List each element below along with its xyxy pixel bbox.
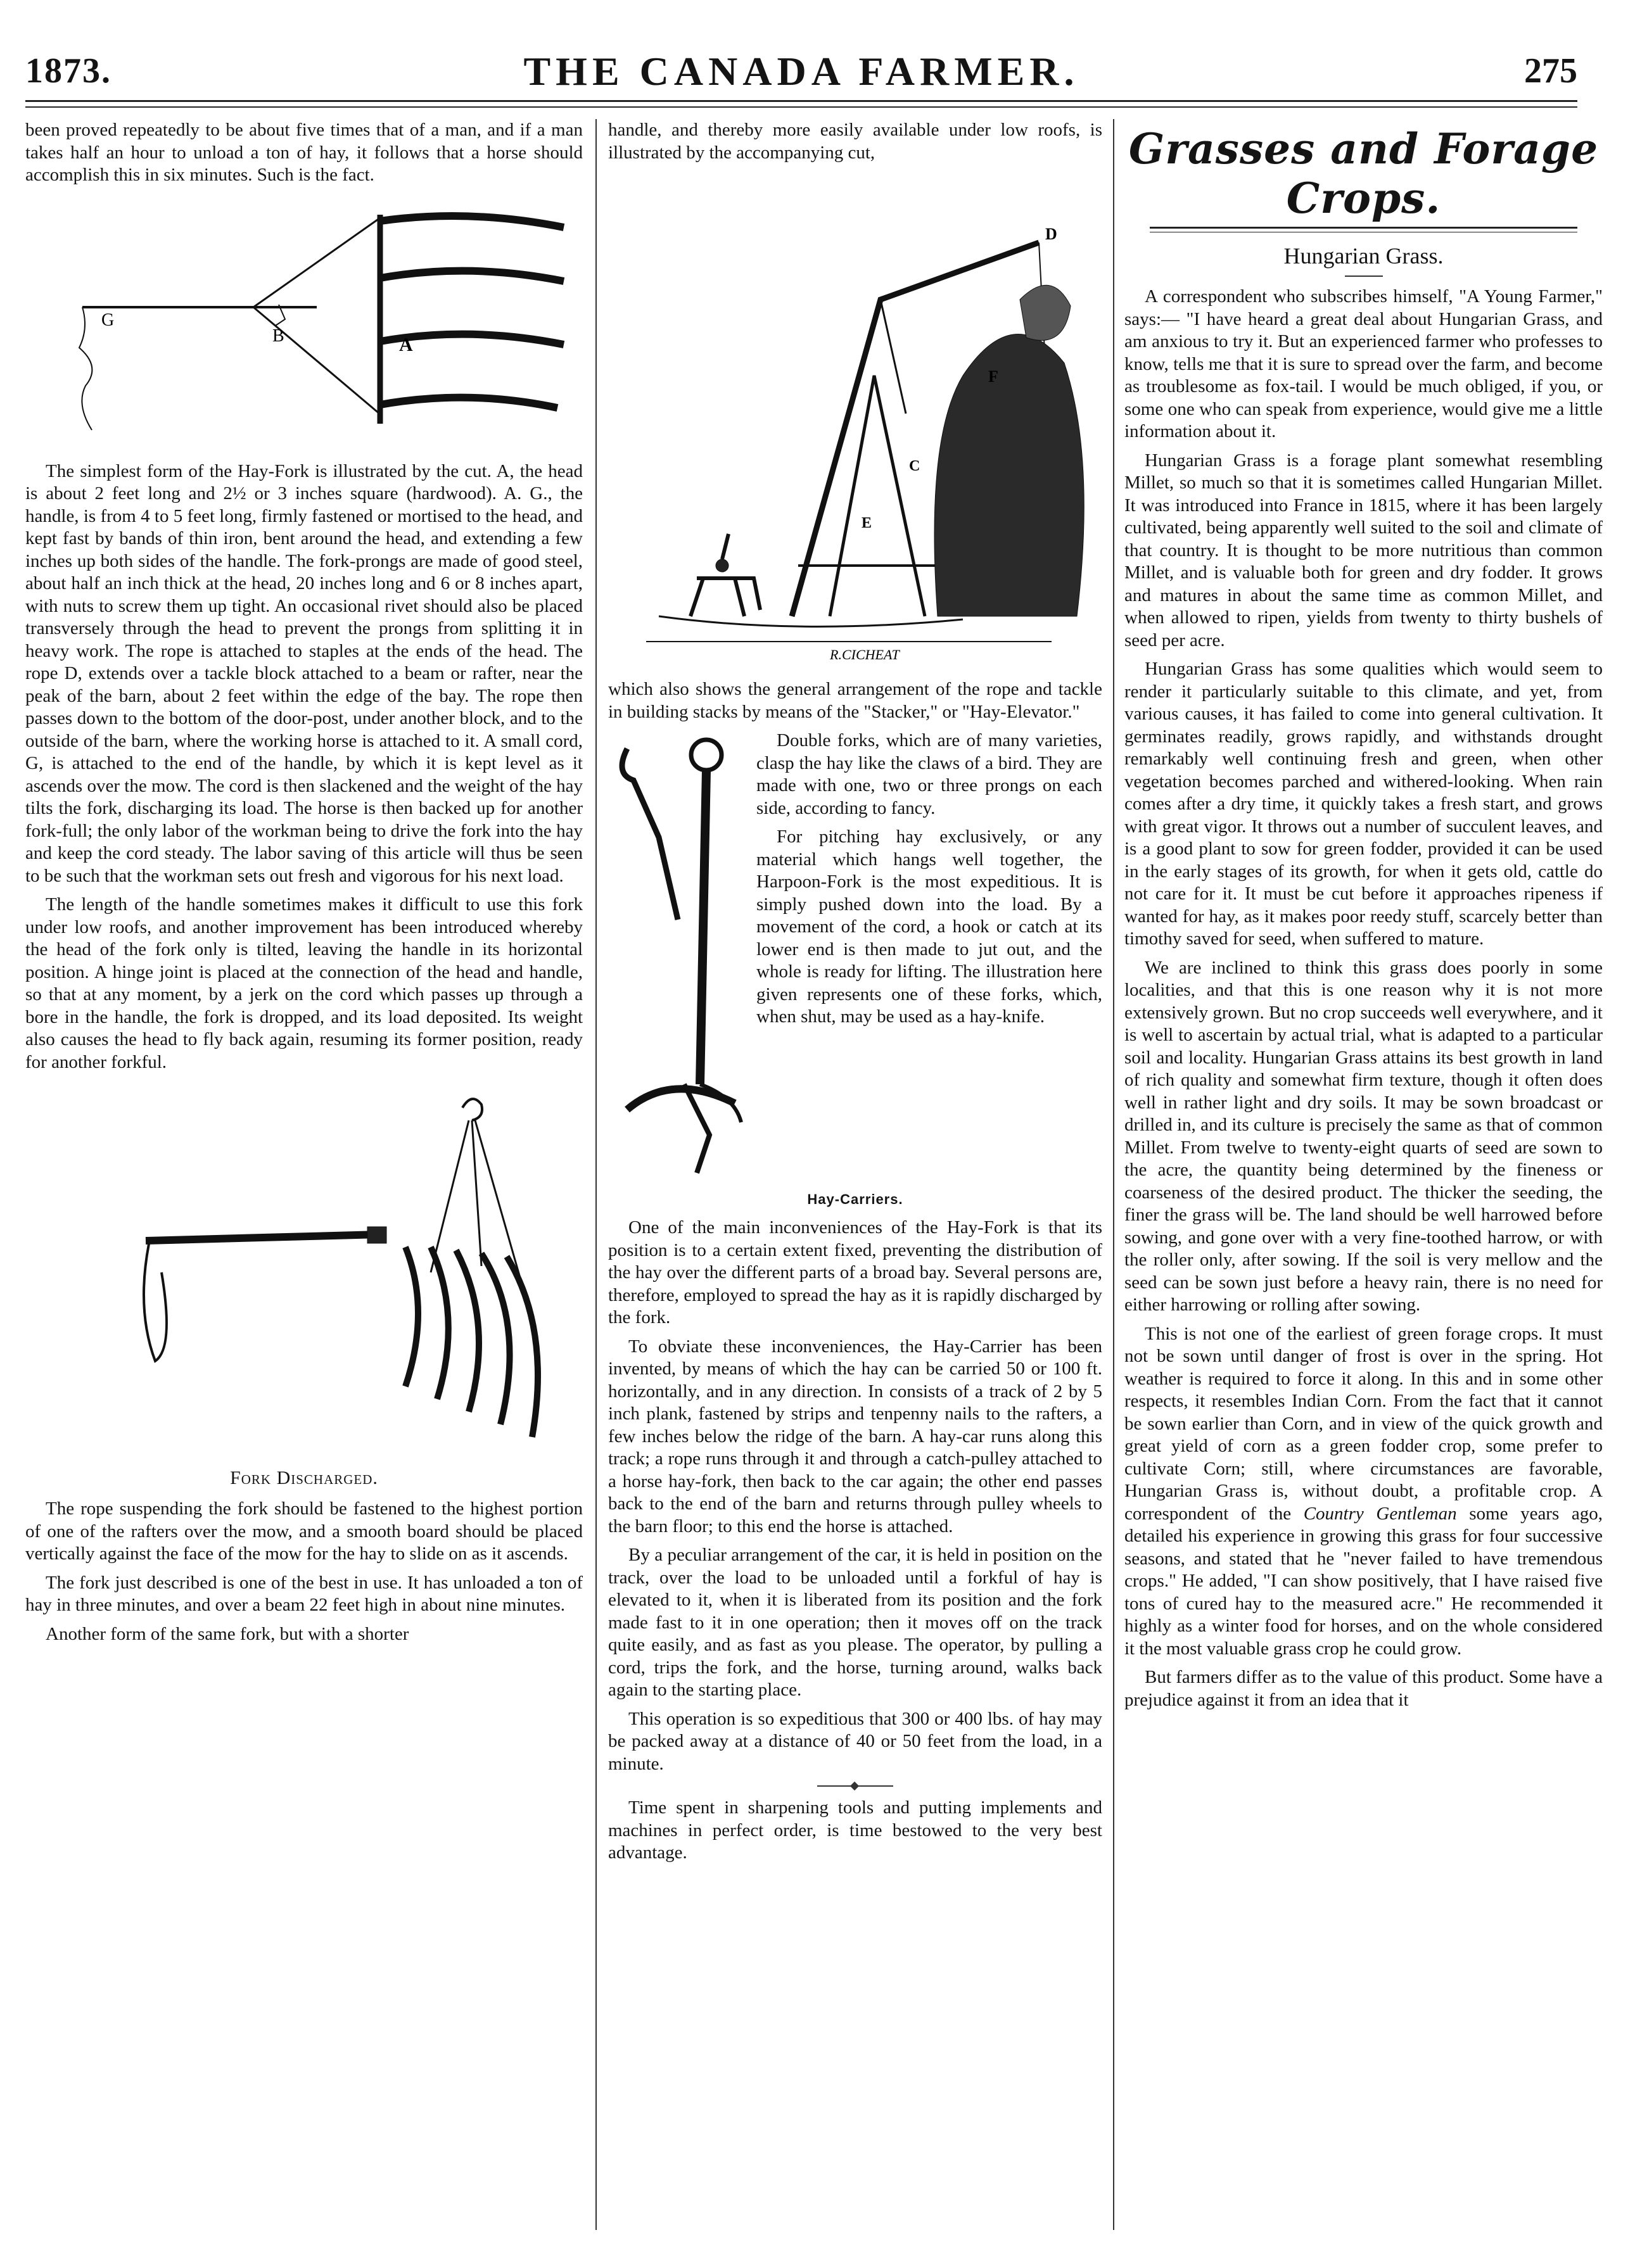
article-subhead: Hungarian Grass.: [1283, 243, 1444, 269]
fig-label-a: A: [399, 334, 413, 355]
text-run: This is not one of the earliest of green forage crops. It must not be sown until danger of frost is over in the spring. Hot weather is required to force it along. In this and in some other respects, it resembles Indian Corn. From the fact that it cannot be sown earlier than Corn, and in view of the quick growth and great yield of corn as a green fodder crop, some prefer to cultivate Corn; still, where circumstances are favorable, Hungarian Grass is, without doubt, a profitable crop. A correspondent of the: [1124, 1323, 1603, 1524]
section-title: Grasses and Forage Crops.: [1128, 124, 1599, 223]
paragraph: [1124, 1323, 1603, 1661]
paragraph: But farmers differ as to the value of this product. Some have a prejudice against it from an idea that it: [1124, 1667, 1603, 1710]
paragraph: This operation is so expeditious that 300 or 400 lbs. of hay may be packed away at a distance of 40 or 50 feet from the load, in a minute.: [608, 1708, 1102, 1774]
harpoon-fork-section: [608, 730, 1102, 1189]
paragraph: Hungarian Grass is a forage plant somewhat resembling Millet, so much so that it is sometimes called Hungarian Millet. It was introduced into France in 1815, where it has been largely cultivated, being apparently well suited to the soil and climate of that country. It is thought to be more nutritious than common Millet, and is valuable both for green and dry fodder. It grows and matures in about the same time as common Millet, and when allowed to ripen, yields from twenty to thirty bushels of seed per acre.: [1124, 450, 1603, 650]
page-header: [25, 44, 1577, 101]
paragraph: Another form of the same fork, but with a shorter: [46, 1623, 409, 1644]
paragraph: For pitching hay exclusively, or any material which hangs well together, the Harpoon-Fork is the most expeditious. It is simply pushed down into the load. By a movement of the cord, a hook or catch at its lower end is then made to jut out, and the whole is ready for lifting. The illustration here given represents one of these forks, which, when shut, may be used as a hay-knife.: [756, 827, 1102, 1027]
paragraph: The rope suspending the fork should be fastened to the highest portion of one of the rafters over the mow, and a smooth board should be placed vertically against the face of the mow for the hay to slide on as it ascends.: [25, 1498, 583, 1564]
column-divider-1: [595, 119, 597, 2230]
paragraph: been proved repeatedly to be about five times that of a man, and if a man takes half an hour to unload a ton of hay, it follows that a horse should accomplish this in six minutes. Such is the fact.: [25, 120, 583, 185]
header-page-number: 275: [1524, 51, 1577, 91]
header-rule: [25, 100, 1577, 108]
header-year: 1873.: [25, 51, 111, 91]
paragraph: which also shows the general arrangement of the rope and tackle in building stacks by means of the "Stacker," or "Hay-Elevator.": [608, 679, 1102, 722]
fig-label-f: F: [988, 367, 998, 386]
engraver-signature: R.CICHEAT: [830, 647, 900, 662]
harpoon-fork-illustration: [608, 730, 748, 1189]
fig-label-c: C: [909, 458, 920, 474]
fig-label-g: G: [101, 310, 115, 330]
hay-stacker-illustration: [608, 173, 1102, 667]
fig-label-b: B: [272, 326, 284, 346]
publication-name: Country Gentleman: [1303, 1503, 1457, 1524]
paragraph: The fork just described is one of the best in use. It has unloaded a ton of hay in three minutes, and over a beam 22 feet high in about nine minutes.: [25, 1572, 583, 1615]
paragraph: By a peculiar arrangement of the car, it is held in position on the track, over the load to be unloaded until a forkful of hay is elevated to it, when it is liberated from its position and the fork made fast to it in one operation; then it moves off on the track quite easily, and as fast as you please. The operator, by pulling a cord, trips the fork, and the horse, turning around, walks back again to the starting place.: [608, 1545, 1102, 1700]
paragraph: One of the main inconveniences of the Hay-Fork is that its position is to a certain extent fixed, preventing the distribution of the hay over the different parts of a broad bay. Several persons are, therefore, employed to spread the hay as it is rapidly discharged by the fork.: [608, 1217, 1102, 1327]
paragraph: A correspondent who subscribes himself, "A Young Farmer," says:— "I have heard a great deal about Hungarian Grass, and am anxious to try it. But an experienced farmer who professes to know, tells me that it is sure to spread over the farm, and become as troublesome as fox-tail. I would be much obliged, if you, or some one who can speak from experience, would give me a little information about it.: [1124, 286, 1603, 441]
paragraph: Double forks, which are of many varieties, clasp the hay like the claws of a bird. They are made with one, two or three prongs on each side, according to fancy.: [756, 730, 1102, 818]
column-3: [1124, 119, 1603, 2230]
column-divider-2: [1113, 119, 1114, 2230]
text-run: some years ago, detailed his experience in growing this grass for four successive seasons, and stated that he "never failed to have tremendous crops." He added, "I can show positively, that I have raised five tons of cured hay to the measured acre." He recommended it highly as a winter food for horses, and on the whole considered it the most valuable grass crop he could grow.: [1124, 1503, 1603, 1659]
fork-discharged-illustration: [25, 1082, 583, 1456]
paragraph: The length of the handle sometimes makes it difficult to use this fork under low roofs, and another improvement has been introduced whereby the head of the fork only is tilted, leaving the handle in its horizontal position. A hinge joint is placed at the connection of the head and handle, so that at any moment, by a jerk on the cord which passes up through a bore in the handle, the fork is dropped, and its load deposited. Its weight also causes the head to fly back again, resuming its former position, ready for another forkful.: [25, 894, 583, 1072]
paragraph: Hungarian Grass has some qualities which would seem to render it particularly suitable to this climate, and yet, from various causes, it has failed to come into general cultivation. It germinates readily, grows rapidly, and withstands drought remarkably well continuing fresh and green, when other vegetation becomes parched and withered-looking. When rain comes after a dry time, it quickly takes a fresh start, and grows with great vigor. It throws out a number of succulent leaves, and is a good plant to sow for green fodder, provided it can be used in the early stages of its growth, for when it gets old, cattle do not care for it. It must be cut before it approaches ripeness if wanted for hay, as it makes poor reedy stuff, scarcely better than timothy saved for seed, when suffered to mature.: [1124, 659, 1603, 949]
section-separator: [817, 1785, 893, 1787]
paragraph: Time spent in sharpening tools and putting implements and machines in perfect order, is time bestowed to the very best advantage.: [608, 1797, 1102, 1863]
column-2: [608, 119, 1102, 2230]
subhead-rule: [1345, 276, 1383, 277]
column-1: [25, 119, 583, 2230]
header-title: THE CANADA FARMER.: [523, 49, 1079, 94]
fig-label-e: E: [862, 515, 872, 531]
paragraph: handle, and thereby more easily available under low roofs, is illustrated by the accompanying cut,: [608, 120, 1102, 163]
paragraph: To obviate these inconveniences, the Hay-Carrier has been invented, by means of which the hay can be carried 50 or 100 ft. horizontally, and in any direction. In consists of a track of 2 by 5 inch plank, fastened by strips and tenpenny nails to the rafters, a few inches below the ridge of the barn. A hay-car runs along this track; a rope runs through it and through a catch-pulley attached to a horse hay-fork, then back to the car again; the other end passes back to the end of the barn and returns through pulley wheels to the barn floor; to this end the horse is attached.: [608, 1336, 1102, 1536]
hay-fork-diagram: [25, 196, 583, 449]
fork-discharged-caption: Fork Discharged.: [230, 1467, 378, 1488]
hay-carriers-subhead: Hay-Carriers.: [807, 1191, 903, 1207]
fig-label-d: D: [1045, 225, 1057, 243]
paragraph: The simplest form of the Hay-Fork is illustrated by the cut. A, the head is about 2 feet long and 2½ or 3 inches square (hardwood). A. G., the handle, is from 4 to 5 feet long, firmly fastened or mortised to the head, and kept fast by bands of thin iron, bent around the head, and extending a few inches up both sides of the handle. The fork-prongs are made of good steel, about half an inch thick at the head, 20 inches long and 6 or 8 inches apart, with nuts to screw them up tight. An occasional rivet should also be placed transversely through the head to prevent the prongs from splitting it in heavy work. The rope is attached to staples at the ends of the head. The rope D, extends over a tackle block attached to a beam or rafter, near the peak of the barn, about 2 feet within the edge of the bay. The rope then passes down to the bottom of the door-post, under another block, and to the outside of the barn, where the working horse is attached to it. A small cord, G, is attached to the end of the handle, by which it is kept level as it ascends over the mow. The cord is then slackened and the weight of the hay tilts the fork, discharging its load. The horse is then backed up for another fork-full; the only labor of the workman being to drive the fork into the hay and keep the cord steady. The labor saving of this article will thus be seen to be such that the workman sets out fresh and vigorous for his next load.: [25, 460, 583, 886]
section-rule: [1150, 227, 1577, 232]
paragraph: We are inclined to think this grass does poorly in some localities, and that this is one reason why it is not more extensively grown. But no crop succeeds well everywhere, and it is well to ascertain by actual trial, what is adapted to a particular soil and locality. Hungarian Grass attains its best growth in land of rich quality and somewhat firm texture, though it often does well in rather light and dry soils. It may be sown broadcast or drilled in, and its culture is precisely the same as that of common Millet. From twelve to twenty-eight quarts of seed are sown to the acre, the quantity being determined by the fineness or coarseness of the desired product. The thicker the seeding, the finer the grass will be. The land should be well harrowed before sowing, and gone over with a very fine-toothed harrow, or with the roller only, after sowing. If the soil is very mellow and the seed can be sown just before a heavy rain, there is no need for either harrowing or rolling after sowing.: [1124, 957, 1603, 1315]
